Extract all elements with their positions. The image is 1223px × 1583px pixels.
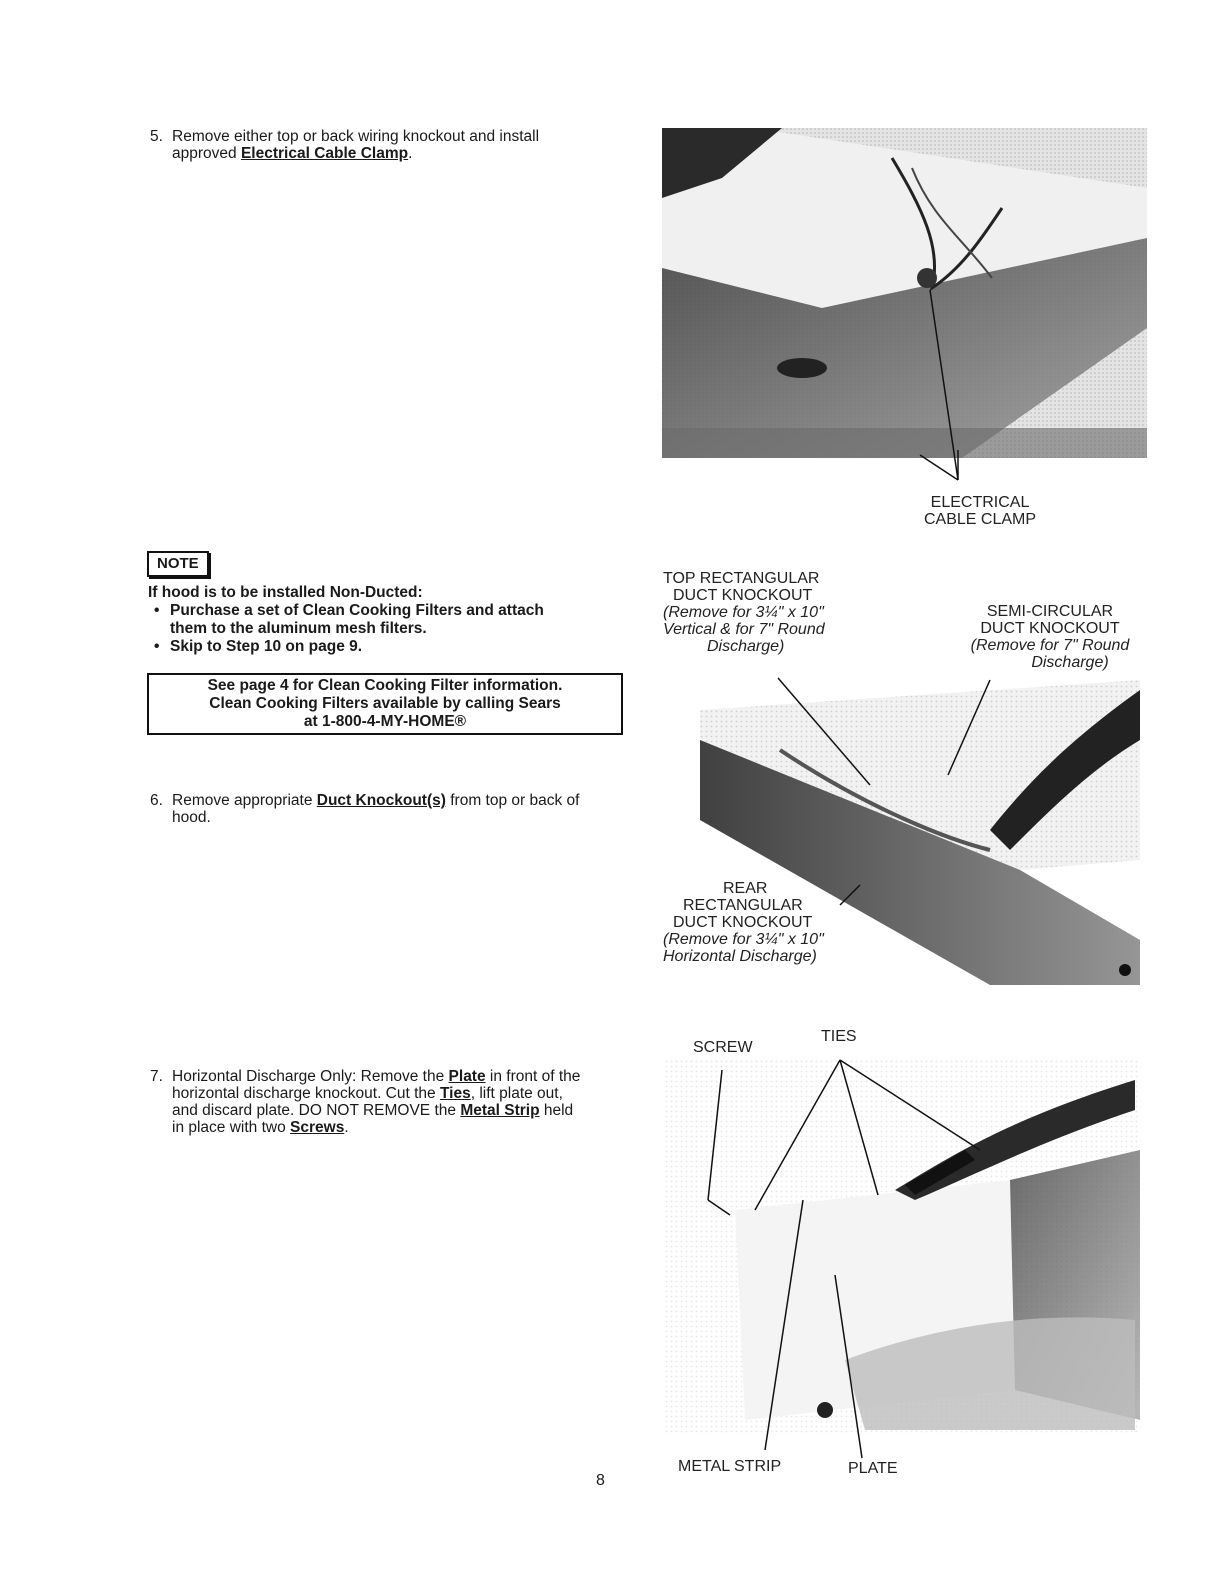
step-text xyxy=(172,792,579,826)
semi-circular-knockout-label: SEMI-CIRCULAR DUCT KNOCKOUT (Remove for 7" Round Discharge) xyxy=(970,603,1130,671)
screws-term: Screws xyxy=(290,1119,345,1136)
duct-knockout-term: Duct Knockout(s) xyxy=(316,792,446,809)
step-text xyxy=(172,128,539,162)
note-badge: NOTE xyxy=(147,551,209,577)
step-line: hood. xyxy=(172,809,211,826)
rear-rectangular-knockout-label: REAR RECTANGULAR DUCT KNOCKOUT (Remove for 3¼" x 10" Horizontal Discharge) xyxy=(663,880,824,965)
screw-label: SCREW xyxy=(693,1039,753,1056)
step-7 xyxy=(150,1068,630,1148)
note-content xyxy=(148,584,618,656)
page-number: 8 xyxy=(596,1472,605,1489)
step-line: approved Electrical Cable Clamp. xyxy=(172,145,413,162)
step-5 xyxy=(150,128,620,168)
step-number: 6. xyxy=(150,792,163,809)
note-bullet: • Skip to Step 10 on page 9. xyxy=(148,638,618,656)
note-bullet: • Purchase a set of Clean Cooking Filters and attach them to the aluminum mesh filters. xyxy=(148,602,618,638)
step-line: Horizontal Discharge Only: Remove the Plate in front of the xyxy=(172,1068,581,1085)
metal-strip-term: Metal Strip xyxy=(460,1102,540,1119)
step-line: and discard plate. DO NOT REMOVE the Metal Strip held xyxy=(172,1102,574,1119)
ties-label: TIES xyxy=(821,1028,857,1045)
step-number: 5. xyxy=(150,128,163,145)
note-heading: If hood is to be installed Non-Ducted: xyxy=(148,584,423,601)
plate-term: Plate xyxy=(448,1068,486,1085)
ties-term: Ties xyxy=(439,1085,471,1102)
filter-info-box: See page 4 for Clean Cooking Filter information. Clean Cooking Filters available by calling Sears at 1-800-4-MY-HOME® xyxy=(147,673,623,735)
step-6 xyxy=(150,792,630,832)
step-number: 7. xyxy=(150,1068,163,1085)
step-line: Remove either top or back wiring knockout and install xyxy=(172,128,540,145)
metal-strip-label: METAL STRIP xyxy=(678,1458,782,1475)
top-rectangular-knockout-label: TOP RECTANGULAR DUCT KNOCKOUT (Remove for 3¼" x 10" Vertical & for 7" Round Discharge) xyxy=(663,570,825,655)
step-line: in place with two Screws. xyxy=(172,1119,349,1136)
plate-leader-lines xyxy=(700,1050,1000,1470)
clamp-leader-lines xyxy=(900,290,980,500)
electrical-cable-clamp-term: Electrical Cable Clamp xyxy=(240,145,409,162)
step-line: horizontal discharge knockout. Cut the Ties, lift plate out, xyxy=(172,1085,563,1102)
plate-label: PLATE xyxy=(848,1460,898,1477)
step-text xyxy=(172,1068,580,1136)
knockout-leader-lines xyxy=(700,670,1000,910)
step-line: Remove appropriate Duct Knockout(s) from top or back of xyxy=(172,792,580,809)
electrical-cable-clamp-label: ELECTRICAL CABLE CLAMP xyxy=(923,494,1037,528)
